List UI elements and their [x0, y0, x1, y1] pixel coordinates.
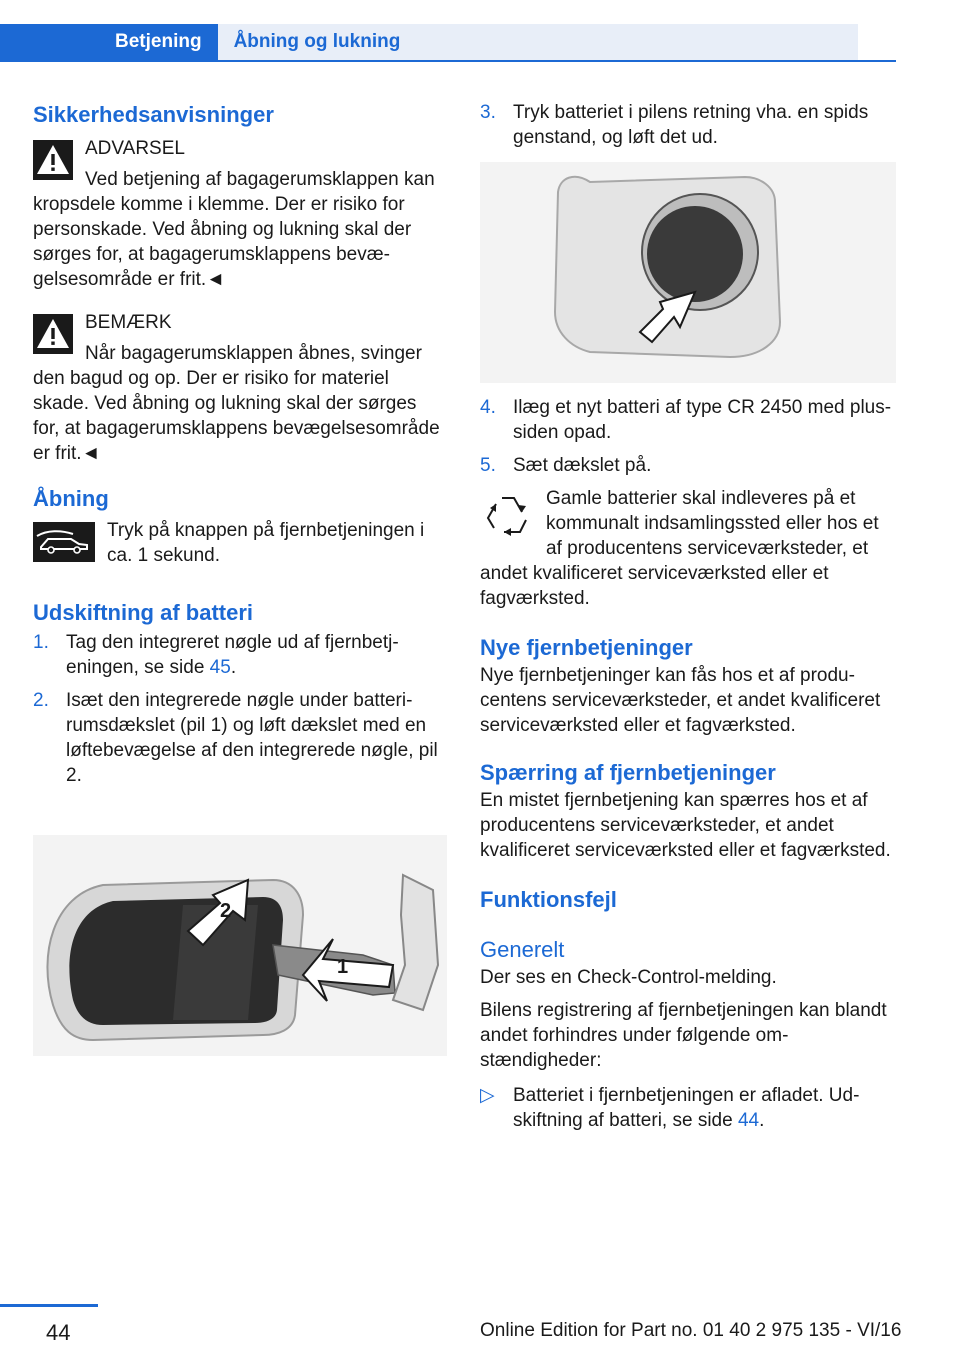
bullet-arrow-icon: ▷ [480, 1085, 495, 1106]
battery-heading: Udskiftning af batteri [33, 600, 254, 625]
page-header [0, 24, 858, 60]
battery-steps-right-b [480, 395, 896, 478]
note-text: Når bagagerumsklappen åbnes, svinger den bagud og op. Der er risiko for materiel skade. Ved åbning og lukning skal der sørges for, at bagagerumsklappens bevægelsesområde er frit.◄ [33, 343, 440, 464]
list-item: 2. Isæt den integrerede nøgle under batterirumsdækslet (pil 1) og løft dækslet med en løftebevægelse af den integrerede nøgle, pil 2. [33, 690, 438, 786]
opening-heading: Åbning [33, 486, 109, 511]
general-text-2: Bilens registrering af fjernbetjeningen kan blandt andet forhindres under følgende omstændigheder: [480, 1000, 887, 1071]
edition-text: Online Edition for Part no. 01 40 2 975 135 - VI/16 [480, 1320, 902, 1341]
list-item: ▷ Batteriet i fjernbetjeningen er afladet. Udskiftning af batteri, se side 44. [480, 1085, 860, 1131]
list-item: 3. Tryk batteriet i pilens retning vha. en spids genstand, og løft det ud. [480, 102, 869, 148]
list-item: 1. Tag den integreret nøgle ud af fjernbetjeningen, se side 45. [33, 632, 399, 678]
list-item: 5. Sæt dækslet på. [480, 455, 652, 476]
section-tab: Betjening [0, 24, 218, 60]
malfunction-heading: Funktionsfejl [480, 887, 617, 912]
blocking-text: En mistet fjernbetjening kan spærres hos et af producentens serviceværksteder, et andet kvalificeret serviceværksted eller et fagværksted. [480, 790, 891, 861]
key-battery-cover-illustration [33, 835, 447, 1056]
left-column [33, 100, 447, 978]
warning-triangle-icon [33, 140, 73, 180]
warning-label: ADVARSEL [85, 138, 185, 159]
subsection-tab: Åbning og lukning [218, 24, 858, 60]
list-item: 4. Ilæg et nyt batteri af type CR 2450 med plus-siden opad. [480, 397, 892, 443]
general-text-1: Der ses en Check-Control-melding. [480, 967, 777, 988]
page-number: 44 [46, 1320, 71, 1345]
malfunction-bullets [480, 1083, 896, 1133]
page-link[interactable]: 45 [209, 657, 231, 678]
note-notice [33, 310, 447, 466]
warning-text: Ved betjening af bagagerumsklappen kan kropsdele komme i klemme. Der er risiko for personskade. Ved åbning og lukning skal der sørges for, at bagagerumsklappens bevægelsesområde er frit.◄ [33, 169, 435, 290]
battery-steps-right-a [480, 100, 896, 150]
new-remotes-heading: Nye fjernbetjeninger [480, 635, 693, 660]
page-link[interactable]: 44 [737, 1110, 760, 1131]
new-remotes-text: Nye fjernbetjeninger kan fås hos et af producentens serviceværksteder, et andet kvalificeret serviceværksted eller et fagværksted. [480, 665, 881, 736]
battery-removal-illustration [480, 162, 896, 383]
trunk-button-icon [33, 522, 95, 562]
opening-text: Tryk på knappen på fjernbetjeningen i ca. 1 sekund. [107, 520, 425, 566]
general-heading: Generelt [480, 937, 565, 962]
warning-notice [33, 136, 447, 292]
right-column [480, 100, 896, 1141]
battery-steps-left [33, 630, 447, 788]
key-cover-figure [33, 835, 447, 1056]
opening-block [33, 518, 447, 576]
recycle-text: Gamle batterier skal indleveres på et kommunalt indsamlingssted eller hos et af producentens serviceværksteder, et andet kvalificeret serviceværksted eller et fagværksted. [480, 488, 879, 609]
note-label: BEMÆRK [85, 312, 172, 333]
recycle-notice [480, 486, 896, 611]
footer-rule [0, 1304, 98, 1307]
arrow-2-label: 2 [220, 900, 232, 922]
battery-removal-figure [480, 162, 896, 383]
header-rule [0, 60, 896, 62]
safety-heading: Sikkerhedsanvisninger [33, 102, 274, 127]
recycle-icon [480, 488, 536, 544]
caution-triangle-icon [33, 314, 73, 354]
arrow-1-label: 1 [337, 956, 349, 978]
blocking-heading: Spærring af fjernbetjeninger [480, 760, 776, 785]
